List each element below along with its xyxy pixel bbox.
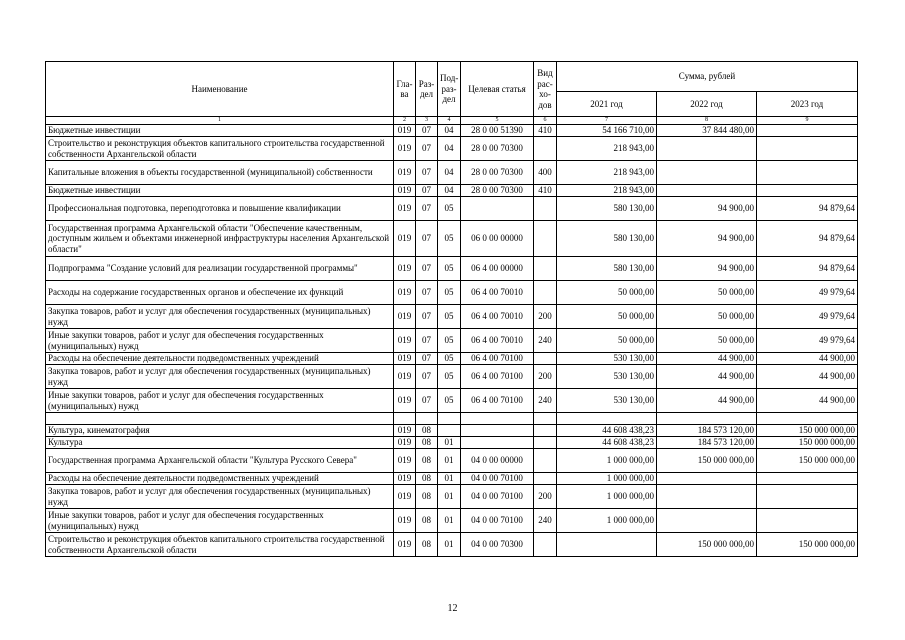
cell-razdel bbox=[416, 413, 438, 425]
cell-podrazdel: 05 bbox=[438, 281, 461, 305]
cell-name: Культура, кинематография bbox=[46, 425, 394, 437]
cell-sum-2021: 580 130,00 bbox=[557, 221, 657, 257]
cell-podrazdel: 01 bbox=[438, 509, 461, 533]
cell-vid-raskhodov bbox=[534, 413, 557, 425]
cell-tselevaya-statya: 04 0 00 00000 bbox=[461, 449, 534, 473]
cell-name: Иные закупки товаров, работ и услуг для обеспечения государственных (муниципальных) нужд bbox=[46, 509, 394, 533]
cell-razdel: 07 bbox=[416, 197, 438, 221]
cell-name: Государственная программа Архангельской области "Обеспечение качественным, доступным жильем и объектами инженерной инфраструктуры населения Архангельской области" bbox=[46, 221, 394, 257]
cell-tselevaya-statya bbox=[461, 197, 534, 221]
cell-sum-2022: 44 900,00 bbox=[657, 353, 757, 365]
cell-sum-2021: 530 130,00 bbox=[557, 365, 657, 389]
cell-podrazdel bbox=[438, 413, 461, 425]
cell-glava: 019 bbox=[394, 329, 416, 353]
cell-sum-2021: 530 130,00 bbox=[557, 389, 657, 413]
cell-glava: 019 bbox=[394, 485, 416, 509]
cell-glava: 019 bbox=[394, 365, 416, 389]
cell-name: Капитальные вложения в объекты государственной (муниципальной) собственности bbox=[46, 161, 394, 185]
cell-sum-2022: 44 900,00 bbox=[657, 365, 757, 389]
column-number: 9 bbox=[757, 117, 858, 125]
cell-sum-2023: 44 900,00 bbox=[757, 365, 858, 389]
column-number: 6 bbox=[534, 117, 557, 125]
cell-podrazdel bbox=[438, 425, 461, 437]
cell-podrazdel: 04 bbox=[438, 125, 461, 137]
cell-sum-2022: 94 900,00 bbox=[657, 197, 757, 221]
header-razdel: Раз-дел bbox=[416, 62, 438, 117]
table-row bbox=[46, 137, 858, 161]
cell-vid-raskhodov: 240 bbox=[534, 389, 557, 413]
cell-sum-2021: 44 608 438,23 bbox=[557, 425, 657, 437]
cell-glava: 019 bbox=[394, 425, 416, 437]
cell-tselevaya-statya: 06 4 00 70100 bbox=[461, 365, 534, 389]
cell-glava: 019 bbox=[394, 449, 416, 473]
cell-vid-raskhodov bbox=[534, 437, 557, 449]
cell-glava: 019 bbox=[394, 137, 416, 161]
column-number: 5 bbox=[461, 117, 534, 125]
cell-podrazdel: 05 bbox=[438, 257, 461, 281]
cell-glava: 019 bbox=[394, 509, 416, 533]
cell-vid-raskhodov bbox=[534, 473, 557, 485]
cell-name: Расходы на обеспечение деятельности подведомственных учреждений bbox=[46, 473, 394, 485]
cell-sum-2023 bbox=[757, 509, 858, 533]
cell-sum-2021: 50 000,00 bbox=[557, 305, 657, 329]
cell-podrazdel: 05 bbox=[438, 197, 461, 221]
header-tselevaya-statya: Целевая статья bbox=[461, 62, 534, 117]
cell-sum-2022: 94 900,00 bbox=[657, 221, 757, 257]
cell-sum-2023 bbox=[757, 185, 858, 197]
header-year-2023: 2023 год bbox=[757, 92, 858, 117]
cell-sum-2022: 184 573 120,00 bbox=[657, 425, 757, 437]
cell-razdel: 07 bbox=[416, 185, 438, 197]
cell-name: Культура bbox=[46, 437, 394, 449]
cell-name bbox=[46, 413, 394, 425]
cell-tselevaya-statya: 06 4 00 70010 bbox=[461, 281, 534, 305]
cell-sum-2022: 37 844 480,00 bbox=[657, 125, 757, 137]
table-row bbox=[46, 329, 858, 353]
cell-sum-2023 bbox=[757, 125, 858, 137]
table-row bbox=[46, 185, 858, 197]
cell-sum-2022: 94 900,00 bbox=[657, 257, 757, 281]
cell-glava: 019 bbox=[394, 161, 416, 185]
cell-razdel: 07 bbox=[416, 161, 438, 185]
cell-podrazdel: 05 bbox=[438, 305, 461, 329]
cell-vid-raskhodov: 410 bbox=[534, 125, 557, 137]
cell-sum-2022: 50 000,00 bbox=[657, 281, 757, 305]
cell-razdel: 07 bbox=[416, 221, 438, 257]
cell-glava: 019 bbox=[394, 197, 416, 221]
column-number: 3 bbox=[416, 117, 438, 125]
cell-vid-raskhodov bbox=[534, 353, 557, 365]
cell-sum-2023: 150 000 000,00 bbox=[757, 425, 858, 437]
cell-podrazdel: 04 bbox=[438, 137, 461, 161]
cell-glava: 019 bbox=[394, 125, 416, 137]
cell-glava: 019 bbox=[394, 257, 416, 281]
cell-sum-2023: 49 979,64 bbox=[757, 281, 858, 305]
cell-sum-2023: 150 000 000,00 bbox=[757, 449, 858, 473]
cell-vid-raskhodov bbox=[534, 425, 557, 437]
cell-podrazdel: 01 bbox=[438, 485, 461, 509]
cell-podrazdel: 05 bbox=[438, 221, 461, 257]
cell-vid-raskhodov bbox=[534, 533, 557, 557]
cell-sum-2023: 94 879,64 bbox=[757, 197, 858, 221]
cell-vid-raskhodov: 240 bbox=[534, 509, 557, 533]
cell-podrazdel: 01 bbox=[438, 449, 461, 473]
cell-razdel: 07 bbox=[416, 389, 438, 413]
cell-name: Бюджетные инвестиции bbox=[46, 185, 394, 197]
cell-name: Строительство и реконструкция объектов капитального строительства государственной собственности Архангельской области bbox=[46, 533, 394, 557]
cell-name: Бюджетные инвестиции bbox=[46, 125, 394, 137]
cell-sum-2021 bbox=[557, 533, 657, 557]
cell-tselevaya-statya: 04 0 00 70100 bbox=[461, 473, 534, 485]
cell-razdel: 07 bbox=[416, 329, 438, 353]
cell-glava: 019 bbox=[394, 281, 416, 305]
cell-razdel: 08 bbox=[416, 473, 438, 485]
cell-glava: 019 bbox=[394, 353, 416, 365]
cell-name: Расходы на обеспечение деятельности подведомственных учреждений bbox=[46, 353, 394, 365]
cell-vid-raskhodov: 200 bbox=[534, 485, 557, 509]
cell-tselevaya-statya bbox=[461, 413, 534, 425]
column-number: 2 bbox=[394, 117, 416, 125]
header-summa: Сумма, рублей bbox=[557, 62, 858, 92]
table-row bbox=[46, 305, 858, 329]
cell-vid-raskhodov bbox=[534, 281, 557, 305]
cell-tselevaya-statya: 04 0 00 70100 bbox=[461, 509, 534, 533]
column-number: 1 bbox=[46, 117, 394, 125]
cell-sum-2022 bbox=[657, 161, 757, 185]
cell-sum-2021: 580 130,00 bbox=[557, 197, 657, 221]
cell-name: Закупка товаров, работ и услуг для обеспечения государственных (муниципальных) нужд bbox=[46, 485, 394, 509]
cell-sum-2021 bbox=[557, 413, 657, 425]
cell-podrazdel: 05 bbox=[438, 389, 461, 413]
cell-sum-2021: 580 130,00 bbox=[557, 257, 657, 281]
cell-sum-2023 bbox=[757, 161, 858, 185]
cell-sum-2022 bbox=[657, 413, 757, 425]
cell-name: Государственная программа Архангельской области "Культура Русского Севера" bbox=[46, 449, 394, 473]
cell-podrazdel: 04 bbox=[438, 161, 461, 185]
cell-sum-2021: 1 000 000,00 bbox=[557, 485, 657, 509]
cell-sum-2022: 150 000 000,00 bbox=[657, 533, 757, 557]
cell-tselevaya-statya: 28 0 00 70300 bbox=[461, 161, 534, 185]
cell-sum-2022 bbox=[657, 185, 757, 197]
table-row bbox=[46, 353, 858, 365]
cell-razdel: 08 bbox=[416, 437, 438, 449]
cell-sum-2023: 150 000 000,00 bbox=[757, 533, 858, 557]
cell-glava bbox=[394, 413, 416, 425]
table-row bbox=[46, 449, 858, 473]
cell-sum-2022: 150 000 000,00 bbox=[657, 449, 757, 473]
table-row bbox=[46, 437, 858, 449]
cell-glava: 019 bbox=[394, 533, 416, 557]
cell-tselevaya-statya: 06 4 00 70010 bbox=[461, 329, 534, 353]
table-row bbox=[46, 365, 858, 389]
table-row bbox=[46, 413, 858, 425]
cell-tselevaya-statya: 28 0 00 70300 bbox=[461, 185, 534, 197]
cell-glava: 019 bbox=[394, 437, 416, 449]
cell-sum-2021: 218 943,00 bbox=[557, 137, 657, 161]
header-glava: Гла-ва bbox=[394, 62, 416, 117]
cell-sum-2023: 150 000 000,00 bbox=[757, 437, 858, 449]
cell-podrazdel: 01 bbox=[438, 473, 461, 485]
cell-glava: 019 bbox=[394, 185, 416, 197]
table-row bbox=[46, 221, 858, 257]
column-number: 7 bbox=[557, 117, 657, 125]
budget-table bbox=[45, 61, 858, 557]
cell-razdel: 07 bbox=[416, 365, 438, 389]
cell-sum-2021: 218 943,00 bbox=[557, 185, 657, 197]
cell-sum-2021: 44 608 438,23 bbox=[557, 437, 657, 449]
cell-vid-raskhodov bbox=[534, 221, 557, 257]
header-year-2021: 2021 год bbox=[557, 92, 657, 117]
table-row bbox=[46, 533, 858, 557]
table-row bbox=[46, 473, 858, 485]
cell-sum-2021: 50 000,00 bbox=[557, 281, 657, 305]
cell-sum-2023 bbox=[757, 413, 858, 425]
cell-razdel: 07 bbox=[416, 257, 438, 281]
cell-name: Иные закупки товаров, работ и услуг для обеспечения государственных (муниципальных) нужд bbox=[46, 329, 394, 353]
cell-tselevaya-statya: 28 0 00 51390 bbox=[461, 125, 534, 137]
cell-sum-2022: 44 900,00 bbox=[657, 389, 757, 413]
cell-glava: 019 bbox=[394, 221, 416, 257]
cell-razdel: 07 bbox=[416, 125, 438, 137]
cell-sum-2021: 50 000,00 bbox=[557, 329, 657, 353]
cell-razdel: 08 bbox=[416, 449, 438, 473]
cell-sum-2021: 1 000 000,00 bbox=[557, 449, 657, 473]
cell-sum-2021: 1 000 000,00 bbox=[557, 509, 657, 533]
cell-sum-2021: 1 000 000,00 bbox=[557, 473, 657, 485]
cell-name: Расходы на содержание государственных органов и обеспечение их функций bbox=[46, 281, 394, 305]
cell-tselevaya-statya: 28 0 00 70300 bbox=[461, 137, 534, 161]
header-podrazdel: Под-раз-дел bbox=[438, 62, 461, 117]
cell-sum-2023: 94 879,64 bbox=[757, 221, 858, 257]
cell-sum-2022: 50 000,00 bbox=[657, 329, 757, 353]
table-row bbox=[46, 425, 858, 437]
cell-podrazdel: 01 bbox=[438, 533, 461, 557]
cell-name: Подпрограмма "Создание условий для реализации государственной программы" bbox=[46, 257, 394, 281]
cell-tselevaya-statya: 04 0 00 70100 bbox=[461, 485, 534, 509]
cell-sum-2023: 44 900,00 bbox=[757, 389, 858, 413]
cell-podrazdel: 05 bbox=[438, 329, 461, 353]
cell-tselevaya-statya: 04 0 00 70300 bbox=[461, 533, 534, 557]
cell-vid-raskhodov bbox=[534, 449, 557, 473]
cell-vid-raskhodov: 200 bbox=[534, 365, 557, 389]
cell-vid-raskhodov bbox=[534, 257, 557, 281]
cell-sum-2023 bbox=[757, 137, 858, 161]
table-row bbox=[46, 125, 858, 137]
cell-sum-2022 bbox=[657, 473, 757, 485]
table-row bbox=[46, 281, 858, 305]
cell-sum-2021: 54 166 710,00 bbox=[557, 125, 657, 137]
table-row bbox=[46, 509, 858, 533]
cell-tselevaya-statya bbox=[461, 425, 534, 437]
cell-razdel: 07 bbox=[416, 305, 438, 329]
table-row bbox=[46, 161, 858, 185]
cell-vid-raskhodov: 240 bbox=[534, 329, 557, 353]
cell-razdel: 07 bbox=[416, 137, 438, 161]
cell-sum-2021: 218 943,00 bbox=[557, 161, 657, 185]
cell-vid-raskhodov: 200 bbox=[534, 305, 557, 329]
cell-vid-raskhodov bbox=[534, 197, 557, 221]
cell-tselevaya-statya: 06 4 00 00000 bbox=[461, 257, 534, 281]
cell-razdel: 08 bbox=[416, 509, 438, 533]
cell-razdel: 07 bbox=[416, 353, 438, 365]
cell-glava: 019 bbox=[394, 305, 416, 329]
cell-razdel: 07 bbox=[416, 281, 438, 305]
page-number: 12 bbox=[447, 603, 458, 614]
cell-podrazdel: 05 bbox=[438, 365, 461, 389]
cell-razdel: 08 bbox=[416, 425, 438, 437]
header-year-2022: 2022 год bbox=[657, 92, 757, 117]
cell-podrazdel: 05 bbox=[438, 353, 461, 365]
cell-tselevaya-statya: 06 4 00 70010 bbox=[461, 305, 534, 329]
cell-sum-2022 bbox=[657, 509, 757, 533]
cell-name: Профессиональная подготовка, переподготовка и повышение квалификации bbox=[46, 197, 394, 221]
cell-sum-2023: 44 900,00 bbox=[757, 353, 858, 365]
table-row bbox=[46, 257, 858, 281]
cell-name: Закупка товаров, работ и услуг для обеспечения государственных (муниципальных) нужд bbox=[46, 305, 394, 329]
cell-sum-2023: 94 879,64 bbox=[757, 257, 858, 281]
cell-glava: 019 bbox=[394, 389, 416, 413]
cell-name: Иные закупки товаров, работ и услуг для обеспечения государственных (муниципальных) нужд bbox=[46, 389, 394, 413]
cell-razdel: 08 bbox=[416, 533, 438, 557]
cell-podrazdel: 04 bbox=[438, 185, 461, 197]
cell-tselevaya-statya: 06 4 00 70100 bbox=[461, 353, 534, 365]
column-number: 4 bbox=[438, 117, 461, 125]
header-vid-raskhodov: Вид рас-хо-дов bbox=[534, 62, 557, 117]
cell-glava: 019 bbox=[394, 473, 416, 485]
table-row bbox=[46, 389, 858, 413]
cell-sum-2022 bbox=[657, 485, 757, 509]
cell-sum-2022: 50 000,00 bbox=[657, 305, 757, 329]
cell-name: Строительство и реконструкция объектов капитального строительства государственной собственности Архангельской области bbox=[46, 137, 394, 161]
cell-sum-2021: 530 130,00 bbox=[557, 353, 657, 365]
cell-vid-raskhodov bbox=[534, 137, 557, 161]
column-number: 8 bbox=[657, 117, 757, 125]
cell-sum-2022 bbox=[657, 137, 757, 161]
cell-tselevaya-statya: 06 0 00 00000 bbox=[461, 221, 534, 257]
cell-sum-2023 bbox=[757, 485, 858, 509]
cell-sum-2022: 184 573 120,00 bbox=[657, 437, 757, 449]
cell-sum-2023: 49 979,64 bbox=[757, 329, 858, 353]
cell-vid-raskhodov: 410 bbox=[534, 185, 557, 197]
cell-name: Закупка товаров, работ и услуг для обеспечения государственных (муниципальных) нужд bbox=[46, 365, 394, 389]
cell-tselevaya-statya bbox=[461, 437, 534, 449]
table-row bbox=[46, 197, 858, 221]
table-row bbox=[46, 485, 858, 509]
cell-tselevaya-statya: 06 4 00 70100 bbox=[461, 389, 534, 413]
cell-razdel: 08 bbox=[416, 485, 438, 509]
cell-vid-raskhodov: 400 bbox=[534, 161, 557, 185]
cell-podrazdel: 01 bbox=[438, 437, 461, 449]
header-name: Наименование bbox=[46, 62, 394, 117]
cell-sum-2023: 49 979,64 bbox=[757, 305, 858, 329]
cell-sum-2023 bbox=[757, 473, 858, 485]
